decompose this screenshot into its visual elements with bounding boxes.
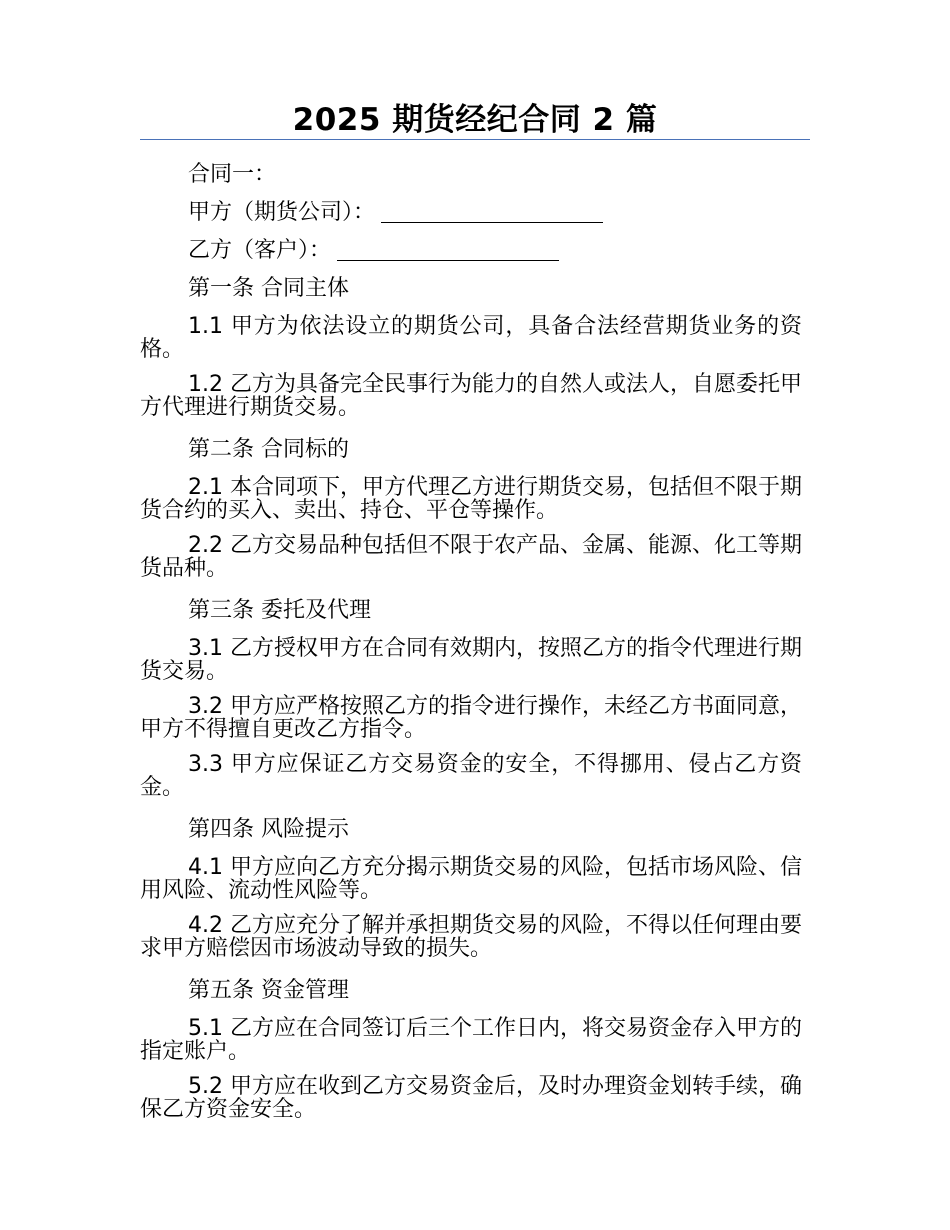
- clause-paragraph: 1.2 乙方为具备完全民事行为能力的自然人或法人，自愿委托甲方代理进行期货交易。: [140, 372, 802, 420]
- section-heading: 第四条 风险提示: [188, 817, 349, 842]
- section-heading: 第三条 委托及代理: [188, 598, 371, 623]
- document-title: 2025 期货经纪合同 2 篇: [292, 102, 658, 138]
- clause-paragraph: 3.1 乙方授权甲方在合同有效期内，按照乙方的指令代理进行期货交易。: [140, 636, 802, 684]
- clause-paragraph: 2.2 乙方交易品种包括但不限于农产品、金属、能源、化工等期货品种。: [140, 533, 802, 581]
- party-a-blank: [381, 200, 603, 223]
- section-heading: 第一条 合同主体: [188, 276, 349, 301]
- party-b-label: 乙方（客户）：: [188, 238, 332, 263]
- title-underline: [140, 139, 810, 140]
- clause-paragraph: 3.2 甲方应严格按照乙方的指令进行操作，未经乙方书面同意，甲方不得擅自更改乙方指令。: [140, 694, 802, 742]
- clause-paragraph: 5.2 甲方应在收到乙方交易资金后，及时办理资金划转手续，确保乙方资金安全。: [140, 1074, 802, 1122]
- clause-paragraph: 5.1 乙方应在合同签订后三个工作日内，将交易资金存入甲方的指定账户。: [140, 1016, 802, 1064]
- clause-paragraph: 3.3 甲方应保证乙方交易资金的安全，不得挪用、侵占乙方资金。: [140, 752, 802, 800]
- party-a-label: 甲方（期货公司）：: [188, 200, 376, 225]
- document-body: [140, 156, 802, 1133]
- clause-paragraph: 4.2 乙方应充分了解并承担期货交易的风险，不得以任何理由要求甲方赔偿因市场波动导致的损失。: [140, 913, 802, 961]
- clause-paragraph: 1.1 甲方为依法设立的期货公司，具备合法经营期货业务的资格。: [140, 314, 802, 362]
- party-a-line: [140, 194, 802, 232]
- section-heading: 第五条 资金管理: [188, 978, 349, 1003]
- contract-heading: 合同一：: [188, 162, 277, 187]
- party-b-blank: [337, 238, 559, 261]
- clause-paragraph: 4.1 甲方应向乙方充分揭示期货交易的风险，包括市场风险、信用风险、流动性风险等。: [140, 855, 802, 903]
- clause-paragraph: 2.1 本合同项下，甲方代理乙方进行期货交易，包括但不限于期货合约的买入、卖出、持仓、平仓等操作。: [140, 475, 802, 523]
- section-heading: 第二条 合同标的: [188, 437, 349, 462]
- party-b-line: [140, 232, 802, 270]
